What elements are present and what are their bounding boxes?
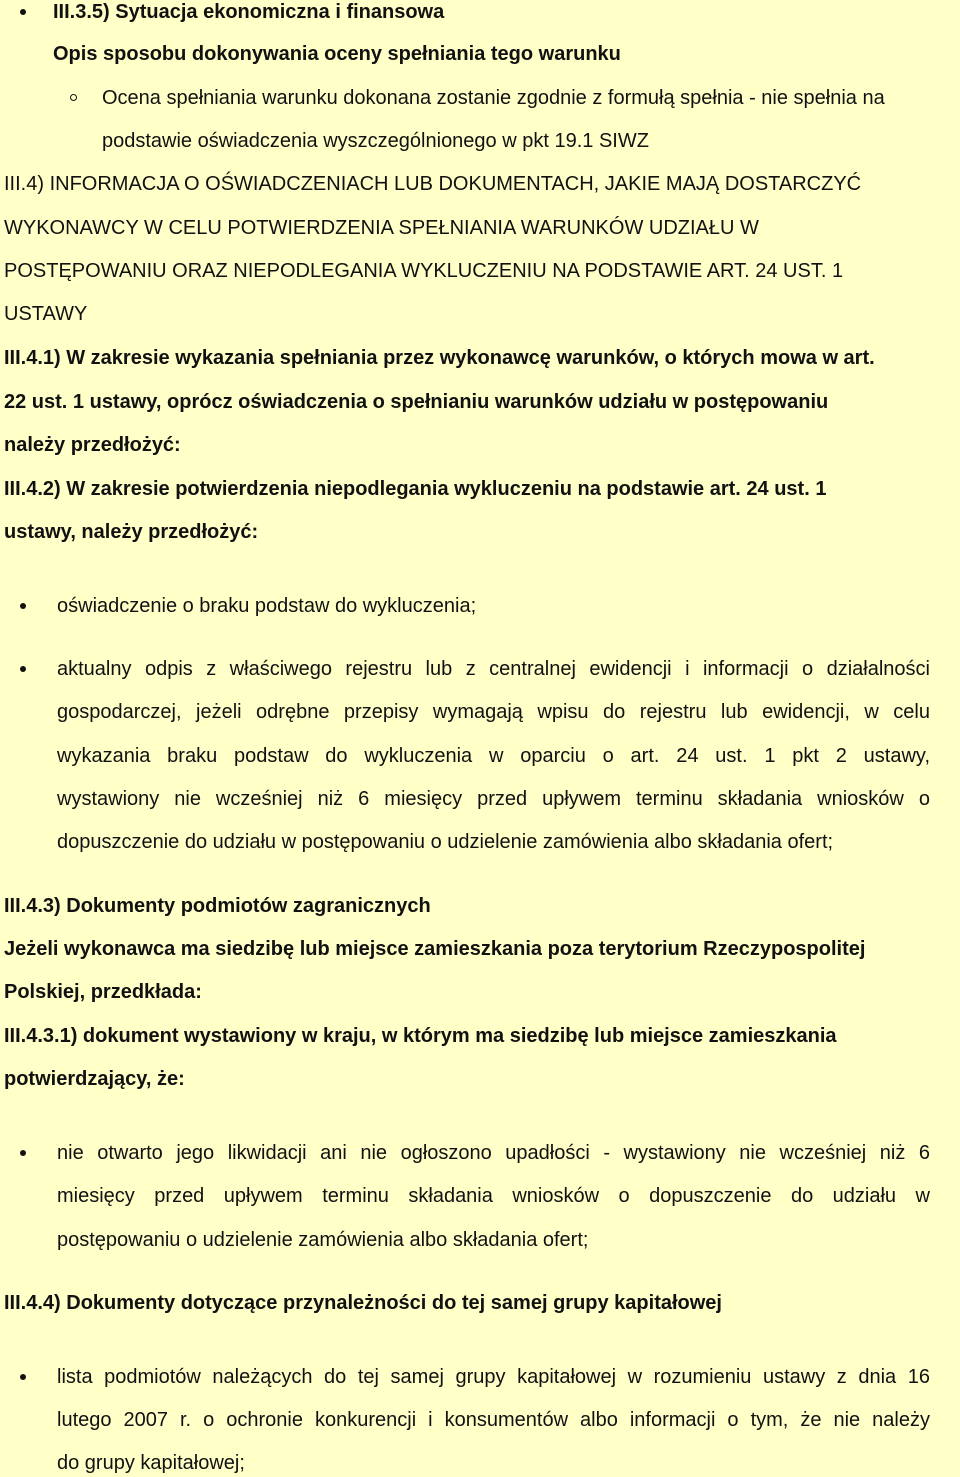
list-item-text: gospodarczej, jeżeli odrębne przepisy wymagają wpisu do rejestru lub ewidencji, w celu [57, 701, 930, 723]
section-heading-4-line: USTAWY [4, 303, 88, 325]
assessment-text-line: podstawie oświadczenia wyszczególnionego w pkt 19.1 SIWZ [102, 130, 649, 152]
section-4-1-line: 22 ust. 1 ustawy, oprócz oświadczenia o spełnianiu warunków udziału w postępowaniu [4, 391, 829, 413]
list-item-text: aktualny odpis z właściwego rejestru lub z centralnej ewidencji i informacji o działalności [57, 658, 930, 680]
bullet-icon [20, 9, 26, 15]
bullet-icon [20, 1150, 26, 1156]
section-heading-3-5: III.3.5) Sytuacja ekonomiczna i finansowa [53, 1, 445, 23]
bullet-icon [20, 1374, 26, 1380]
list-item-text: wystawiony nie wcześniej niż 6 miesięcy przed upływem terminu składania wniosków o [57, 788, 930, 810]
section-4-3-intro-line: Jeżeli wykonawca ma siedzibę lub miejsce zamieszkania poza terytorium Rzeczypospolitej [4, 938, 866, 960]
section-heading-4-line: WYKONAWCY W CELU POTWIERDZENIA SPEŁNIANIA WARUNKÓW UDZIAŁU W [4, 217, 759, 239]
section-4-3-1-line: III.4.3.1) dokument wystawiony w kraju, w którym ma siedzibę lub miejsce zamieszkania [4, 1025, 837, 1047]
section-4-2-line: ustawy, należy przedłożyć: [4, 521, 259, 543]
list-item-text: lista podmiotów należących do tej samej grupy kapitałowej w rozumieniu ustawy z dnia 16 [57, 1366, 930, 1388]
list-item-text: oświadczenie o braku podstaw do wykluczenia; [57, 595, 477, 617]
list-item-text: miesięcy przed upływem terminu składania wniosków o dopuszczenie do udziału w [57, 1185, 930, 1207]
list-item-text: dopuszczenie do udziału w postępowaniu o udzielenie zamówienia albo składania ofert; [57, 831, 834, 853]
list-item-text: wykazania braku podstaw do wykluczenia w oparciu o art. 24 ust. 1 pkt 2 ustawy, [57, 745, 930, 767]
section-heading-4-4: III.4.4) Dokumenty dotyczące przynależności do tej samej grupy kapitałowej [4, 1292, 722, 1314]
circle-bullet-icon [70, 94, 77, 101]
list-item-text: postępowaniu o udzielenie zamówienia albo składania ofert; [57, 1229, 589, 1251]
assessment-text-line: Ocena spełniania warunku dokonana zostanie zgodnie z formułą spełnia - nie spełnia na [102, 87, 885, 109]
list-item-text: lutego 2007 r. o ochronie konkurencji i konsumentów albo informacji o tym, że nie należy [57, 1409, 930, 1431]
assessment-title: Opis sposobu dokonywania oceny spełniania tego warunku [53, 43, 621, 65]
section-heading-4-line: III.4) INFORMACJA O OŚWIADCZENIACH LUB DOKUMENTACH, JAKIE MAJĄ DOSTARCZYĆ [4, 173, 862, 195]
section-heading-4-line: POSTĘPOWANIU ORAZ NIEPODLEGANIA WYKLUCZENIU NA PODSTAWIE ART. 24 UST. 1 [4, 260, 844, 282]
bullet-icon [20, 603, 26, 609]
list-item-text: do grupy kapitałowej; [57, 1452, 245, 1474]
section-4-3-intro-line: Polskiej, przedkłada: [4, 981, 202, 1003]
list-item-text: nie otwarto jego likwidacji ani nie ogłoszono upadłości - wystawiony nie wcześniej niż 6 [57, 1142, 930, 1164]
section-4-1-line: III.4.1) W zakresie wykazania spełniania przez wykonawcę warunków, o których mowa w art. [4, 347, 875, 369]
section-heading-4-3: III.4.3) Dokumenty podmiotów zagranicznych [4, 895, 431, 917]
section-4-3-1-line: potwierdzający, że: [4, 1068, 185, 1090]
section-4-2-line: III.4.2) W zakresie potwierdzenia niepodlegania wykluczeniu na podstawie art. 24 ust. 1 [4, 478, 827, 500]
bullet-icon [20, 666, 26, 672]
section-4-1-line: należy przedłożyć: [4, 434, 181, 456]
